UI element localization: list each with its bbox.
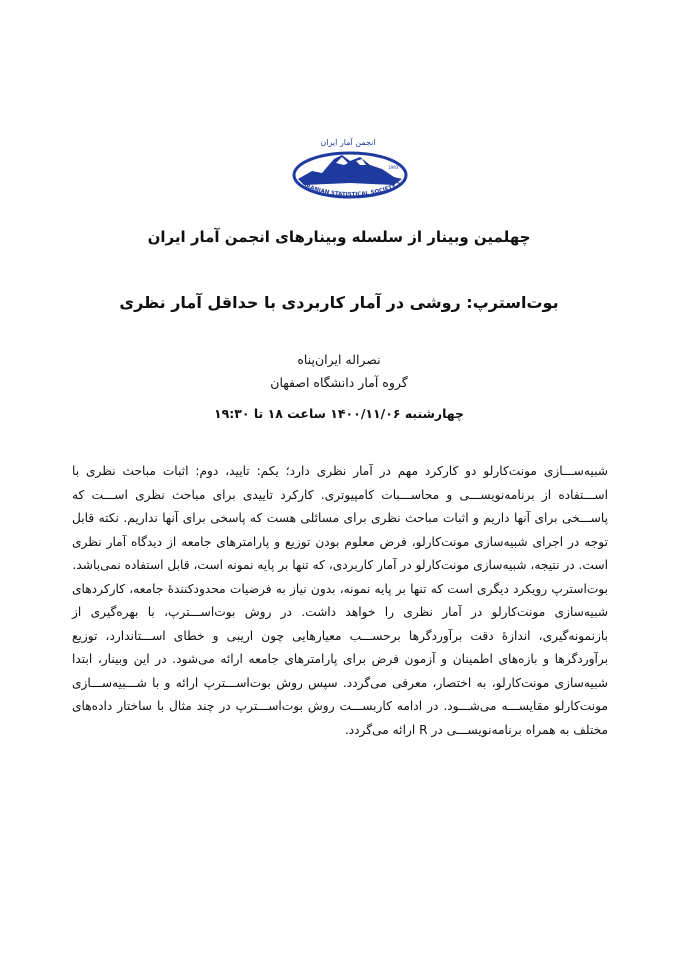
iranian-statistical-society-logo-icon [290,133,412,203]
abstract-paragraph: شبیه‌ســـازی مونت‌کارلو دو کارکرد مهم در آمار نظری دارد؛ یکم: تایید، دوم: اثبات مباحث نظری با اســـتفاده از برنامه‌نویســـی و محاســـبات کامپیوتری. کارکرد تاییدی برای مباحث نظری اســـت که پاســـخی برای آنها داریم و اثبات مباحث نظری برای مسائلی هست که پاسخی برای آنها نداریم. نکته قابل توجه در اجرای شبیه‌سازی مونت‌کارلو، فرض معلوم بودن توزیع و پارامترهای جامعه از دیدگاه آمار نظری است. در نتیجه، شبیه‌سازی مونت‌کارلو در آمار کاربردی، که تنها بر پایه نمونه است، قابل استفاده نمی‌باشد. [72,464,608,572]
logo-english-text: IRANIAN STATISTICAL SOCIETY 1 [303,181,403,199]
abstract-paragraph: بوت‌استرپ رویکرد دیگری است که تنها بر پایه نمونه، بدون نیاز به فرضیات محدودکنندهٔ جامعه، کارکردهای شبیه‌سازی مونت‌کارلو در آمار نظری را خواهد داشت. در روش بوت‌اســـترپ، با بهره‌گیری از بازنمونه‌گیری، اندازهٔ دقت برآوردگرها برحســـب معیارهایی چون اریبی و خطای اســـتاندارد، توزیع برآوردگرها و بازه‌های اطمینان و آزمون فرض برای پارامترهای جامعه ارائه می‌شود. در این وبینار، ابتدا شبیه‌سازی مونت‌کارلو، به اختصار، معرفی می‌گردد. سپس روش بوت‌اســـترپ ارائه و با شـــبیه‌ســـازی مونت‌کارلو مقایســـه می‌شـــود. در ادامه کاربســـت روش بوت‌اســـترپ در چند مثال با ساختار داده‌های مختلف به همراه برنامه‌نویســـی در R ارائه می‌گردد. [72,581,608,737]
svg-text:1993: 1993 [388,165,399,170]
speaker-affiliation: گروه آمار دانشگاه اصفهان [270,375,408,390]
abstract [72,460,608,742]
logo-persian-text: انجمن آمار ایران [320,138,376,147]
talk-title: بوت‌استرپ: روشی در آمار کاربردی با حداقل آمار نظری [119,293,559,312]
speaker-name: نصراله ایران‌پناه [297,352,381,367]
society-logo [290,133,412,203]
series-title: چهلمین وبینار از سلسله وبینارهای انجمن آمار ایران [147,228,531,246]
event-datetime: چهارشنبه ۱۴۰۰/۱۱/۰۶ ساعت ۱۸ تا ۱۹:۳۰ [213,406,465,421]
